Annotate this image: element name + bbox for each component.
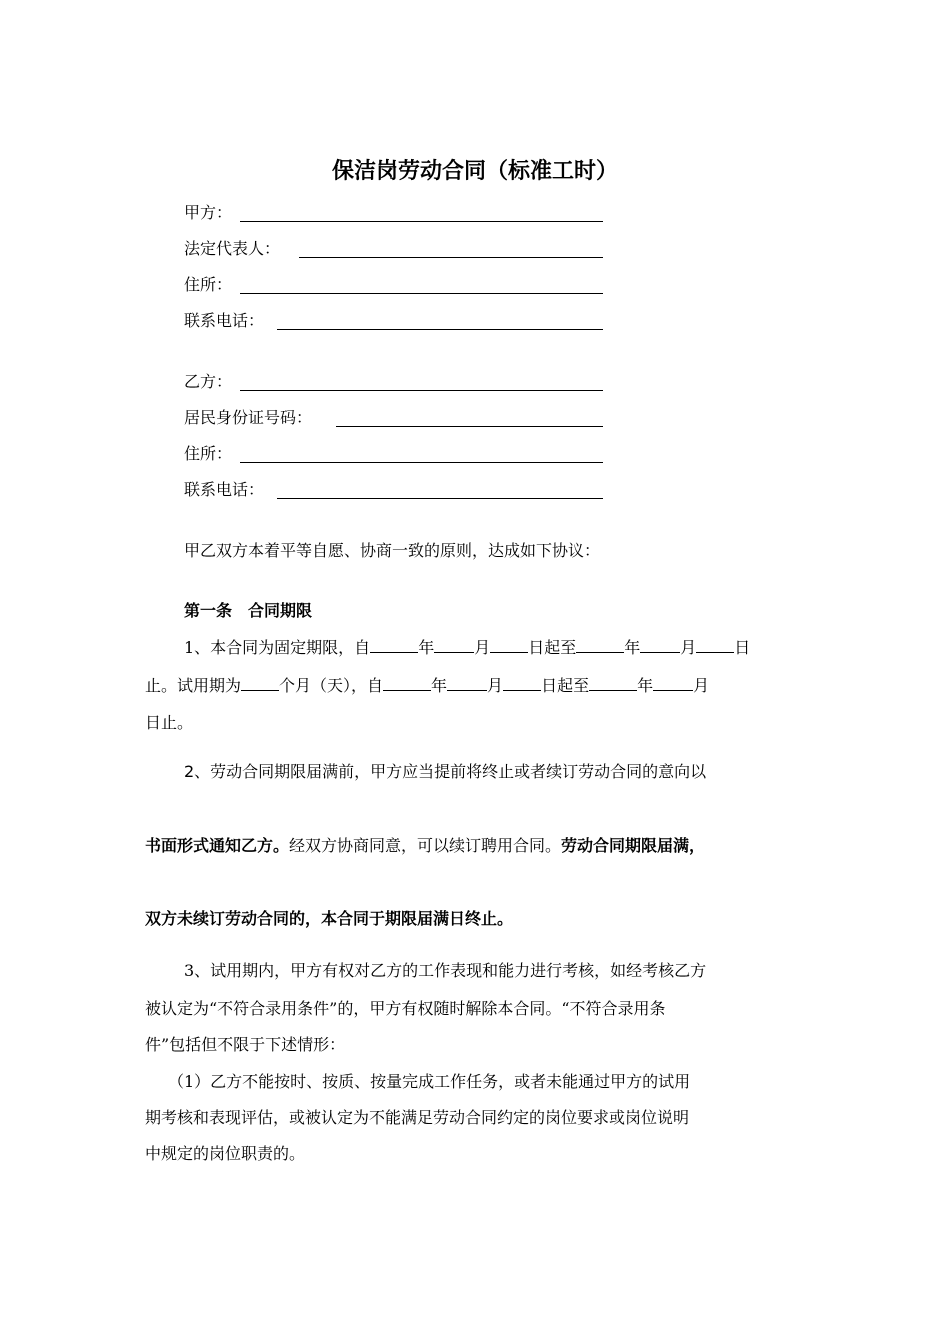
clause-3-line-1: 3、试用期内，甲方有权对乙方的工作表现和能力进行考核，如经考核乙方 — [184, 961, 707, 980]
item-1-line-3: 中规定的岗位职责的。 — [145, 1144, 306, 1163]
clause-2-normal: 经双方协商同意，可以续订聘用合同。 — [289, 836, 562, 855]
month-label: 月 — [680, 638, 697, 657]
item-1-line-2: 期考核和表现评估，或被认定为不能满足劳动合同约定的岗位要求或岗位说明 — [145, 1108, 690, 1127]
party-b-phone-field — [184, 477, 604, 501]
clause-1-line-3: 日止。 — [145, 713, 194, 732]
clause-2-bold-b: 劳动合同期限届满， — [561, 836, 706, 855]
start-year-blank — [370, 636, 418, 653]
party-b-phone-label: 联系电话： — [184, 480, 265, 499]
party-b-address-blank — [240, 462, 603, 463]
probation-end-year-blank — [589, 674, 637, 691]
party-b-id-label: 居民身份证号码： — [184, 408, 313, 427]
party-a-name-field — [184, 200, 604, 224]
end-month-blank — [640, 636, 680, 653]
year-label: 年 — [418, 638, 435, 657]
end-day-blank — [696, 636, 734, 653]
clause-1-line-2 — [145, 673, 709, 696]
day-from-label: 日起至 — [541, 676, 590, 695]
party-b-name-label: 乙方： — [184, 372, 233, 391]
clause-2-bold-a: 书面形式通知乙方。 — [145, 836, 290, 855]
month-label: 月 — [487, 676, 504, 695]
party-a-address-field — [184, 272, 604, 296]
start-day-blank — [490, 636, 528, 653]
probation-prefix: 止。试用期为 — [145, 676, 242, 695]
year-label: 年 — [431, 676, 448, 695]
year-label: 年 — [624, 638, 641, 657]
probation-start-year-blank — [383, 674, 431, 691]
probation-start-month-blank — [447, 674, 487, 691]
day-end-label: 日 — [734, 638, 751, 657]
party-a-phone-field — [184, 308, 604, 332]
probation-length-blank — [241, 674, 279, 691]
party-a-name-label: 甲方： — [184, 203, 233, 222]
clause-2-line-3: 双方未续订劳动合同的，本合同于期限届满日终止。 — [145, 909, 514, 928]
party-a-address-label: 住所： — [184, 275, 233, 294]
month-label: 月 — [693, 676, 710, 695]
clause-1-line-1 — [184, 635, 750, 658]
probation-unit: 个月（天），自 — [279, 676, 384, 695]
document-title: 保洁岗劳动合同（标准工时） — [331, 159, 618, 184]
year-label: 年 — [637, 676, 654, 695]
party-b-address-field — [184, 441, 604, 465]
party-b-name-blank — [240, 390, 603, 391]
probation-start-day-blank — [503, 674, 541, 691]
clause-3-line-3: 件”包括但不限于下述情形： — [145, 1035, 346, 1054]
clause-2-line-2 — [145, 833, 705, 856]
month-label: 月 — [474, 638, 491, 657]
intro-paragraph: 甲乙双方本着平等自愿、协商一致的原则，达成如下协议： — [184, 541, 601, 560]
party-b-address-label: 住所： — [184, 444, 233, 463]
party-b-phone-blank — [277, 498, 603, 499]
party-a-phone-label: 联系电话： — [184, 311, 265, 330]
probation-end-month-blank — [653, 674, 693, 691]
party-a-phone-blank — [277, 329, 603, 330]
party-a-rep-label: 法定代表人： — [184, 239, 281, 258]
party-a-rep-blank — [299, 257, 603, 258]
clause-2-line-1: 2、劳动合同期限届满前，甲方应当提前将终止或者续订劳动合同的意向以 — [184, 762, 707, 781]
party-b-name-field — [184, 369, 604, 393]
item-1-line-1: （1）乙方不能按时、按质、按量完成工作任务，或者未能通过甲方的试用 — [168, 1072, 691, 1091]
end-year-blank — [576, 636, 624, 653]
start-month-blank — [434, 636, 474, 653]
party-b-id-blank — [336, 426, 603, 427]
clause-3-line-2: 被认定为“不符合录用条件”的，甲方有权随时解除本合同。“不符合录用条 — [145, 999, 666, 1018]
day-from-label: 日起至 — [528, 638, 577, 657]
party-a-name-blank — [240, 221, 603, 222]
party-a-rep-field — [184, 236, 604, 260]
article-1-heading: 第一条 合同期限 — [184, 601, 313, 620]
party-a-address-blank — [240, 293, 603, 294]
clause-1-prefix: 1、本合同为固定期限，自 — [184, 638, 371, 657]
party-b-id-field — [184, 405, 604, 429]
